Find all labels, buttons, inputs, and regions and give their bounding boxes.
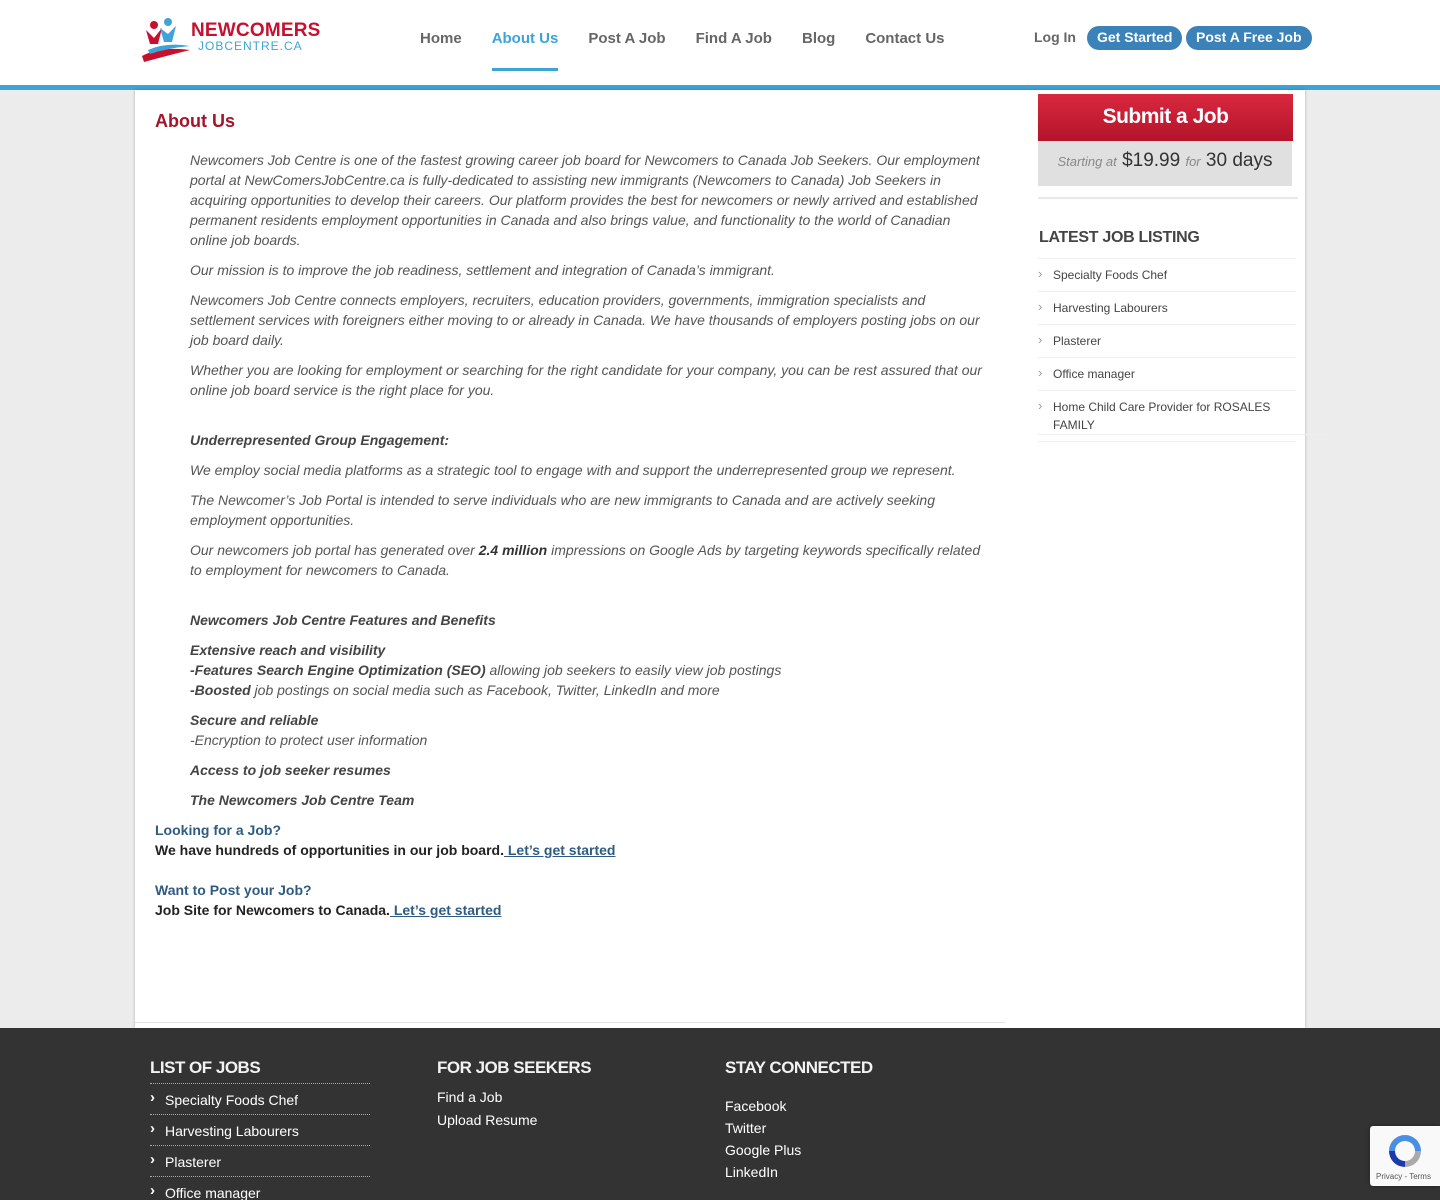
login-link[interactable]: Log In xyxy=(1034,29,1076,45)
underrepresented-heading: Underrepresented Group Engagement: xyxy=(190,432,450,448)
footer-jobs-list xyxy=(150,1083,370,1200)
footer-connect-heading: STAY CONNECTED xyxy=(725,1058,873,1077)
footer-social-list xyxy=(725,1095,801,1183)
portal-intent-paragraph: The Newcomer’s Job Portal is intended to serve individuals who are new immigrants to Canada and are actively seeking employment opportunities. xyxy=(190,492,935,528)
footer-upload-resume-link[interactable]: Upload Resume xyxy=(437,1112,538,1128)
employer-cta-question: Want to Post your Job? xyxy=(155,882,312,898)
nav-about-us[interactable]: About Us xyxy=(492,30,559,71)
latest-job-item[interactable]: › Home Child Care Provider for ROSALES FAMILY xyxy=(1038,390,1296,442)
for-label: for xyxy=(1185,154,1201,169)
secure-text: -Encryption to protect user information xyxy=(190,732,428,748)
about-article xyxy=(190,150,990,820)
submit-job-title[interactable]: Submit a Job xyxy=(1038,94,1293,141)
footer-linkedin-link[interactable]: LinkedIn xyxy=(725,1164,778,1180)
main-nav xyxy=(420,30,975,70)
nav-find-a-job[interactable]: Find A Job xyxy=(695,30,772,47)
recaptcha-terms[interactable]: Privacy - Terms xyxy=(1376,1172,1431,1181)
post-free-job-button[interactable]: Post A Free Job xyxy=(1186,26,1312,50)
seo-feature: -Features Search Engine Optimization (SEO) xyxy=(190,662,486,678)
employer-cta-text: Job Site for Newcomers to Canada. xyxy=(155,902,390,918)
footer-job-item[interactable]: › Plasterer xyxy=(150,1145,370,1176)
latest-job-item[interactable]: › Plasterer xyxy=(1038,324,1296,357)
impressions-count: 2.4 million xyxy=(478,542,548,558)
secure-heading: Secure and reliable xyxy=(190,712,319,728)
footer-facebook-link[interactable]: Facebook xyxy=(725,1098,787,1114)
footer-jobs-heading: LIST OF JOBS xyxy=(150,1058,261,1077)
site-footer xyxy=(0,1028,1440,1200)
social-media-paragraph: We employ social media platforms as a strategic tool to engage with and support the underrepresented group we represent. xyxy=(190,462,956,478)
assurance-paragraph: Whether you are looking for employment or searching for the right candidate for your company, you can be rest assured that our online job board service is the right place for you. xyxy=(190,362,982,398)
job-seeker-cta-question: Looking for a Job? xyxy=(155,822,281,838)
footer-job-item[interactable]: › Harvesting Labourers xyxy=(150,1114,370,1145)
content-divider xyxy=(135,1022,1005,1023)
footer-twitter-link[interactable]: Twitter xyxy=(725,1120,767,1136)
latest-jobs-list xyxy=(1038,258,1296,442)
footer-seekers-list xyxy=(437,1086,537,1132)
recaptcha-badge[interactable] xyxy=(1370,1126,1440,1186)
nav-home[interactable]: Home xyxy=(420,30,462,47)
latest-jobs-heading: LATEST JOB LISTING xyxy=(1039,229,1200,246)
secure-block xyxy=(190,710,990,750)
logo-name: NEWCOMERS xyxy=(191,20,321,41)
job-seeker-cta-text: We have hundreds of opportunities in our job board. xyxy=(155,842,504,858)
employer-cta xyxy=(155,880,501,920)
submit-job-widget[interactable] xyxy=(1038,94,1293,186)
footer-job-item[interactable]: › Specialty Foods Chef xyxy=(150,1083,370,1114)
recaptcha-icon xyxy=(1385,1131,1425,1171)
logo-domain: JOBCENTRE.CA xyxy=(198,39,303,53)
resume-access-heading: Access to job seeker resumes xyxy=(190,762,391,778)
latest-job-item[interactable]: › Office manager xyxy=(1038,357,1296,390)
seo-feature-text: allowing job seekers to easily view job postings xyxy=(485,662,782,678)
impressions-paragraph xyxy=(190,540,990,580)
reach-block xyxy=(190,640,990,700)
job-seeker-cta xyxy=(155,820,615,860)
sidebar-divider xyxy=(1038,197,1298,199)
starting-at-label: Starting at xyxy=(1057,154,1117,169)
logo-figures-icon xyxy=(140,16,192,66)
mission-paragraph: Our mission is to improve the job readiness, settlement and integration of Canada’s immigrant. xyxy=(190,262,775,278)
sidebar-list-end-line xyxy=(1038,434,1328,435)
connects-paragraph: Newcomers Job Centre connects employers, recruiters, education providers, governments, immigration specialists and settlement services with foreigners either moving to or already in Canada. We have thousands of employers posting jobs on our job board daily. xyxy=(190,292,980,348)
latest-job-item[interactable]: › Harvesting Labourers xyxy=(1038,291,1296,324)
intro-paragraph: Newcomers Job Centre is one of the fastest growing career job board for Newcomers to Canada Job Seekers. Our employment portal at NewComersJobCentre.ca is fully-dedicated to assisting new immigrants (Newcomers to Canada) Job Seekers in acquiring opportunities to develop their careers. Our platform provides the best for newcomers or newly arrived and established permanent residents employment opportunities in Canada and also brings value, and functionality to the world of Canadian online job boards. xyxy=(190,152,980,248)
site-logo[interactable] xyxy=(140,16,320,66)
boosted-feature: -Boosted xyxy=(190,682,251,698)
job-seeker-get-started-link[interactable]: Let’s get started xyxy=(503,842,616,858)
footer-job-item[interactable]: › Office manager xyxy=(150,1176,370,1200)
page-title: About Us xyxy=(155,111,235,131)
impressions-text-before: Our newcomers job portal has generated over xyxy=(190,542,479,558)
footer-seekers-heading: FOR JOB SEEKERS xyxy=(437,1058,592,1077)
employer-get-started-link[interactable]: Let’s get started xyxy=(389,902,502,918)
price-value: $19.99 xyxy=(1122,150,1181,171)
footer-find-job-link[interactable]: Find a Job xyxy=(437,1089,503,1105)
features-heading: Newcomers Job Centre Features and Benefits xyxy=(190,612,496,628)
nav-contact-us[interactable]: Contact Us xyxy=(865,30,945,47)
reach-heading: Extensive reach and visibility xyxy=(190,642,386,658)
nav-post-a-job[interactable]: Post A Job xyxy=(588,30,666,47)
footer-google-plus-link[interactable]: Google Plus xyxy=(725,1142,802,1158)
site-header xyxy=(0,0,1440,90)
impressions-text-after: impressions on Google Ads by targeting keywords specifically related to employment for newcomers to Canada. xyxy=(190,542,981,578)
latest-job-item[interactable]: › Specialty Foods Chef xyxy=(1038,258,1296,291)
get-started-button[interactable]: Get Started xyxy=(1087,26,1182,50)
team-signature: The Newcomers Job Centre Team xyxy=(190,792,415,808)
boosted-feature-text: job postings on social media such as Facebook, Twitter, LinkedIn and more xyxy=(250,682,720,698)
submit-job-price xyxy=(1038,141,1292,186)
nav-blog[interactable]: Blog xyxy=(801,30,836,47)
duration-value: 30 days xyxy=(1205,150,1273,171)
